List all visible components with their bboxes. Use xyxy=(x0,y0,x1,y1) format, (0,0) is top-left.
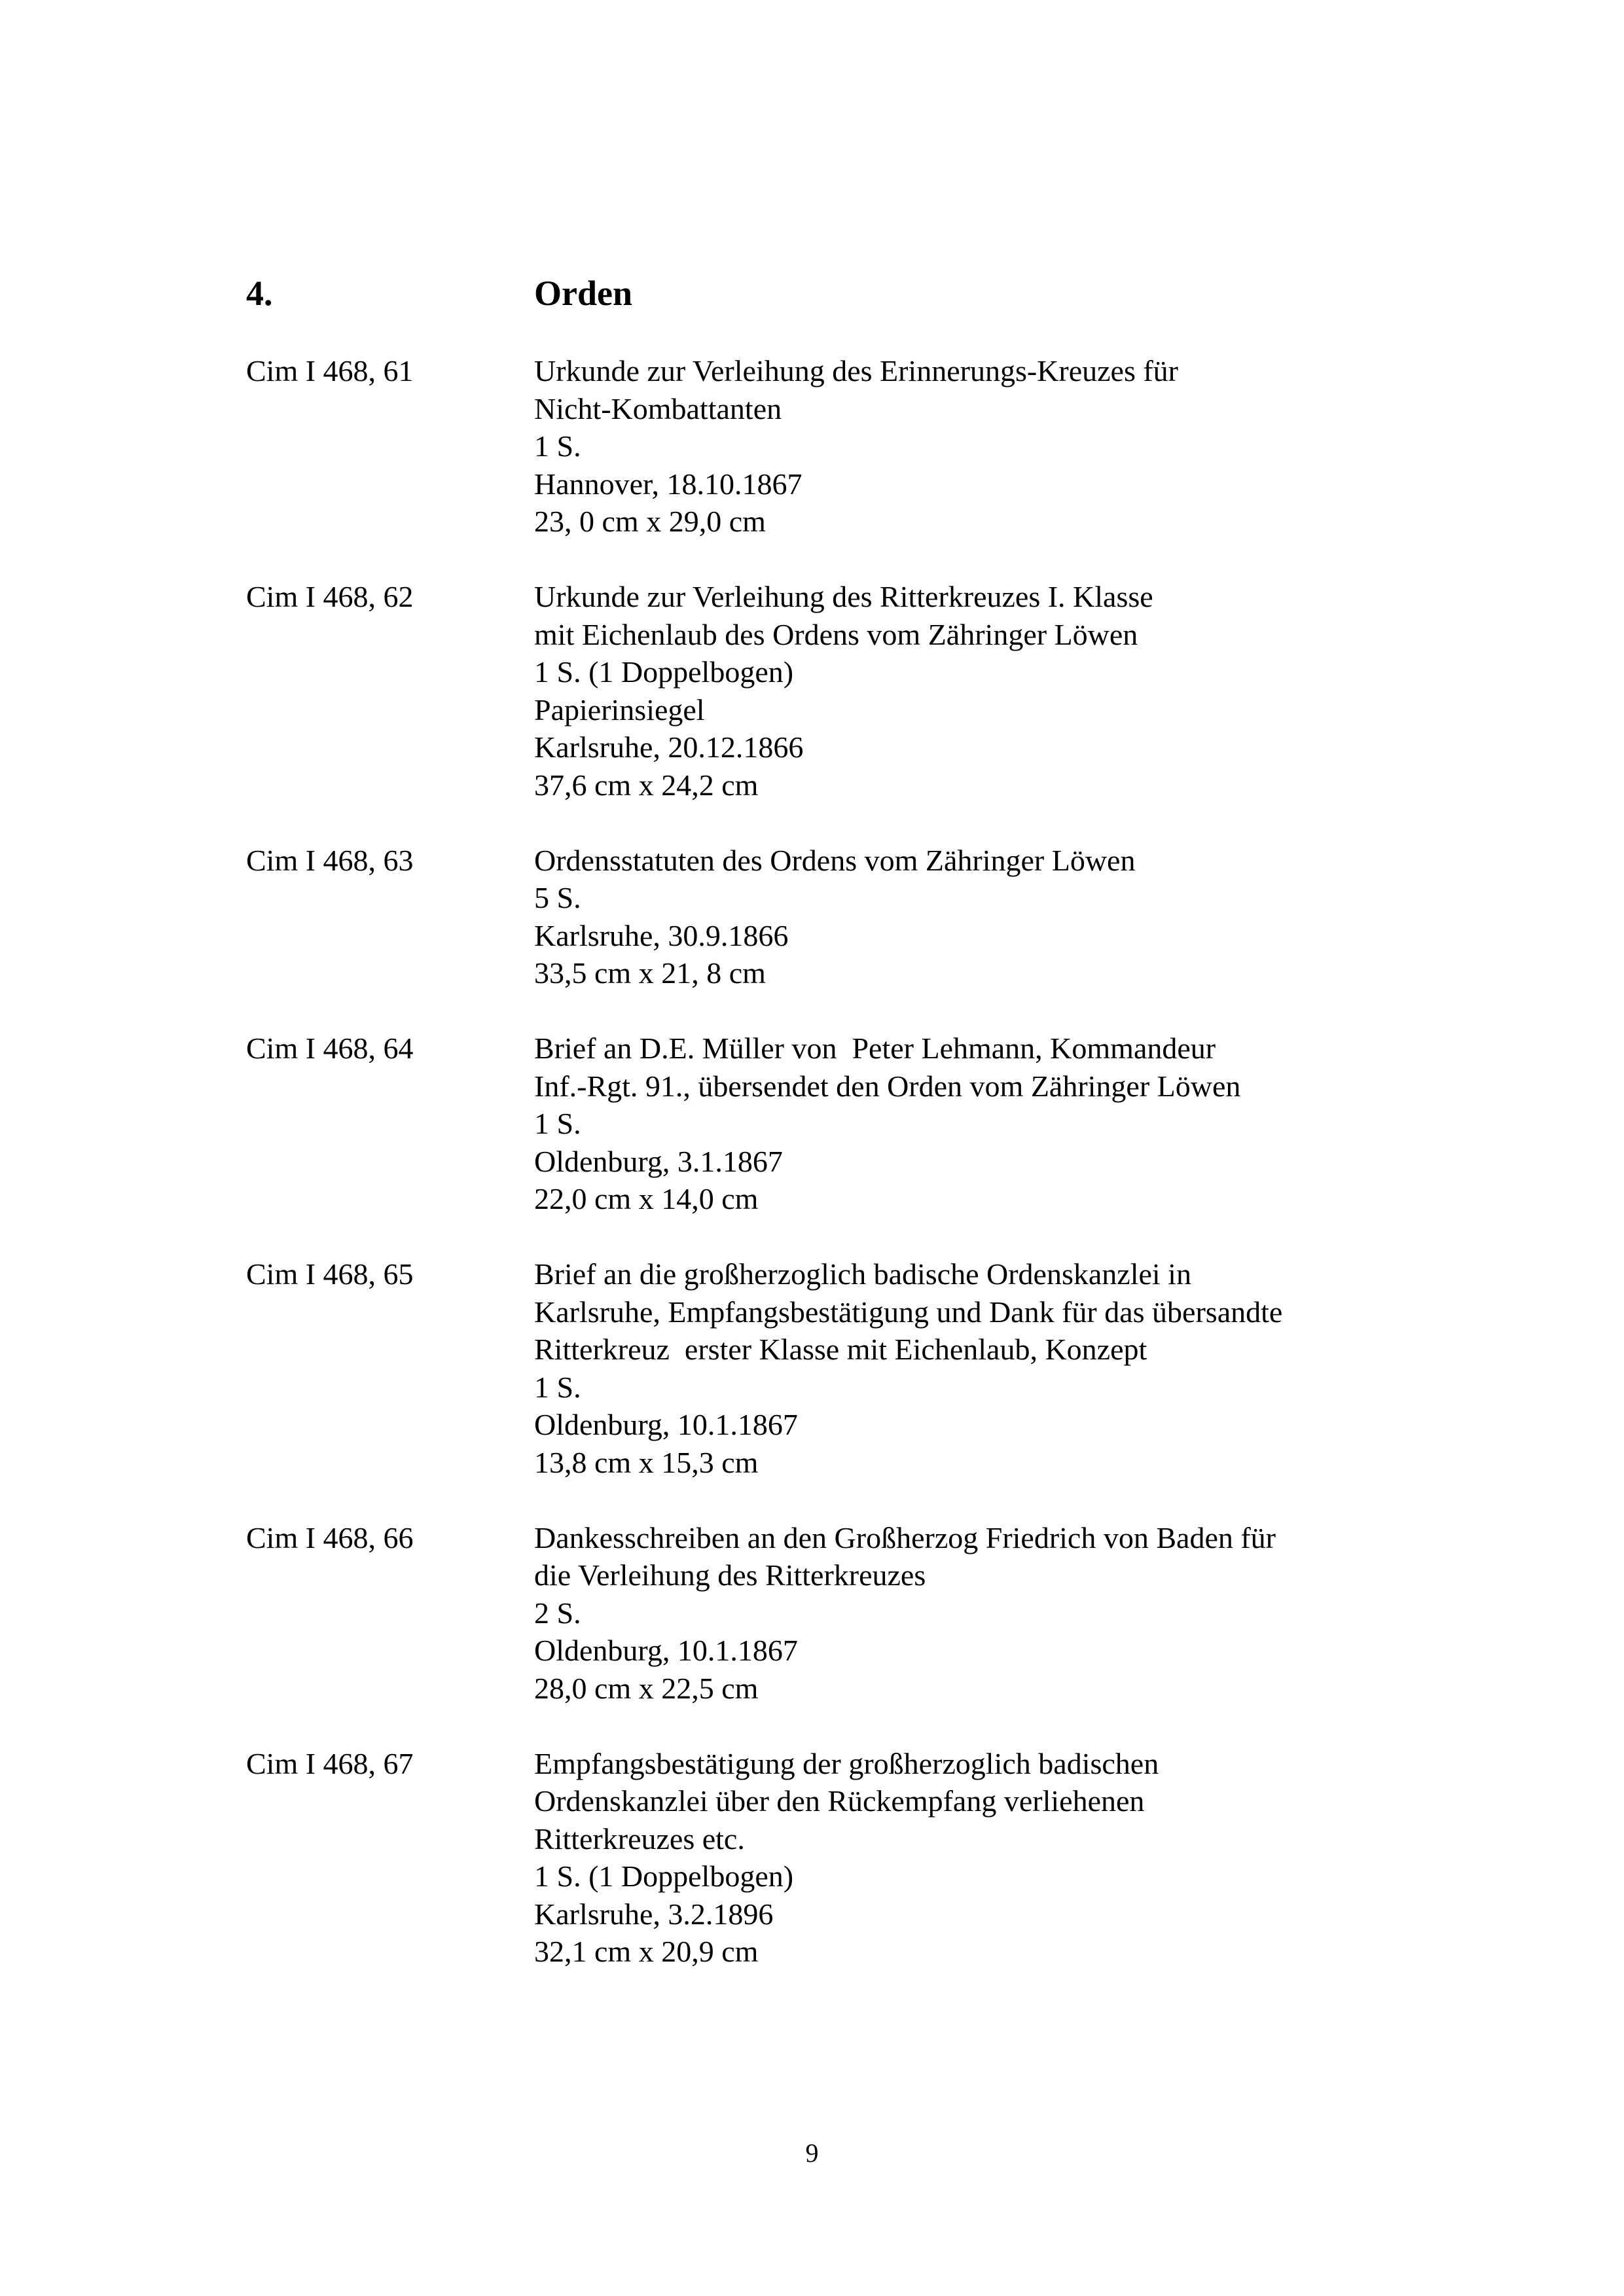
entry-place-date: Oldenburg, 10.1.1867 xyxy=(534,1408,798,1441)
entry-place-date: Karlsruhe, 3.2.1896 xyxy=(534,1897,774,1931)
entry-seal-note: Papierinsiegel xyxy=(534,692,705,726)
entry-page-count: 1 S. (1 Doppelbogen) xyxy=(534,655,794,689)
entry-shelfmark: Cim I 468, 62 xyxy=(246,580,414,613)
entry-place-date: Hannover, 18.10.1867 xyxy=(534,467,803,501)
entry-description xyxy=(534,352,1411,541)
entry-dimensions: 13,8 cm x 15,3 cm xyxy=(534,1445,759,1479)
catalog-entry-list xyxy=(246,352,1411,2008)
entry-page-count: 1 S. xyxy=(534,1107,581,1140)
entry-dimensions: 22,0 cm x 14,0 cm xyxy=(534,1182,759,1215)
entry-description xyxy=(534,1745,1411,1971)
entry-description xyxy=(534,1255,1411,1481)
catalog-entry xyxy=(246,352,1411,541)
entry-title-line: Ordensstatuten des Ordens vom Zähringer Löwen xyxy=(534,843,1136,877)
entry-title-line: die Verleihung des Ritterkreuzes xyxy=(534,1558,926,1592)
entry-page-count: 5 S. xyxy=(534,881,581,914)
catalog-entry xyxy=(246,1745,1411,1971)
entry-dimensions: 37,6 cm x 24,2 cm xyxy=(534,768,759,802)
entry-title-line: Brief an die großherzoglich badische Ordenskanzlei in xyxy=(534,1257,1191,1291)
catalog-entry xyxy=(246,1030,1411,1218)
entry-dimensions: 32,1 cm x 20,9 cm xyxy=(534,1935,759,1968)
section-title: Orden xyxy=(534,274,633,313)
entry-description xyxy=(534,842,1411,992)
entry-title-line: Urkunde zur Verleihung des Erinnerungs-Kreuzes für xyxy=(534,354,1178,387)
entry-title-line: mit Eichenlaub des Ordens vom Zähringer Löwen xyxy=(534,617,1138,651)
entry-dimensions: 33,5 cm x 21, 8 cm xyxy=(534,956,766,990)
entry-place-date: Oldenburg, 3.1.1867 xyxy=(534,1144,783,1178)
catalog-entry xyxy=(246,1519,1411,1708)
entry-place-date: Karlsruhe, 30.9.1866 xyxy=(534,918,789,952)
catalog-entry xyxy=(246,1255,1411,1481)
entry-title-line: Karlsruhe, Empfangsbestätigung und Dank für das übersandte xyxy=(534,1295,1283,1329)
entry-page-count: 1 S. (1 Doppelbogen) xyxy=(534,1859,794,1893)
entry-title-line: Brief an D.E. Müller von Peter Lehmann, Kommandeur xyxy=(534,1031,1216,1065)
entry-description xyxy=(534,1519,1411,1708)
entry-shelfmark: Cim I 468, 65 xyxy=(246,1257,414,1291)
page-number: 9 xyxy=(805,2138,819,2168)
entry-shelfmark: Cim I 468, 61 xyxy=(246,354,414,387)
entry-description xyxy=(534,578,1411,804)
entry-title-line: Inf.-Rgt. 91., übersendet den Orden vom Zähringer Löwen xyxy=(534,1069,1241,1103)
catalog-entry xyxy=(246,842,1411,992)
entry-shelfmark: Cim I 468, 63 xyxy=(246,843,414,877)
entry-page-count: 1 S. xyxy=(534,429,581,463)
entry-place-date: Karlsruhe, 20.12.1866 xyxy=(534,730,804,764)
entry-place-date: Oldenburg, 10.1.1867 xyxy=(534,1634,798,1667)
entry-title-line: Empfangsbestätigung der großherzoglich badischen xyxy=(534,1746,1159,1780)
entry-shelfmark: Cim I 468, 64 xyxy=(246,1031,414,1065)
section-heading xyxy=(246,267,1359,319)
entry-description xyxy=(534,1030,1411,1218)
entry-shelfmark: Cim I 468, 66 xyxy=(246,1520,414,1554)
catalog-entry xyxy=(246,578,1411,804)
entry-title-line: Urkunde zur Verleihung des Ritterkreuzes I. Klasse xyxy=(534,580,1153,613)
entry-title-line: Dankesschreiben an den Großherzog Friedrich von Baden für xyxy=(534,1520,1276,1554)
entry-title-line: Ritterkreuzes etc. xyxy=(534,1821,745,1856)
section-number: 4. xyxy=(246,274,273,313)
entry-dimensions: 23, 0 cm x 29,0 cm xyxy=(534,505,766,538)
entry-page-count: 2 S. xyxy=(534,1596,581,1630)
entry-title-line: Ritterkreuz erster Klasse mit Eichenlaub, Konzept xyxy=(534,1333,1147,1366)
entry-title-line: Nicht-Kombattanten xyxy=(534,391,782,425)
entry-shelfmark: Cim I 468, 67 xyxy=(246,1746,414,1780)
entry-title-line: Ordenskanzlei über den Rückempfang verliehenen xyxy=(534,1784,1145,1818)
entry-dimensions: 28,0 cm x 22,5 cm xyxy=(534,1671,759,1705)
entry-page-count: 1 S. xyxy=(534,1370,581,1404)
